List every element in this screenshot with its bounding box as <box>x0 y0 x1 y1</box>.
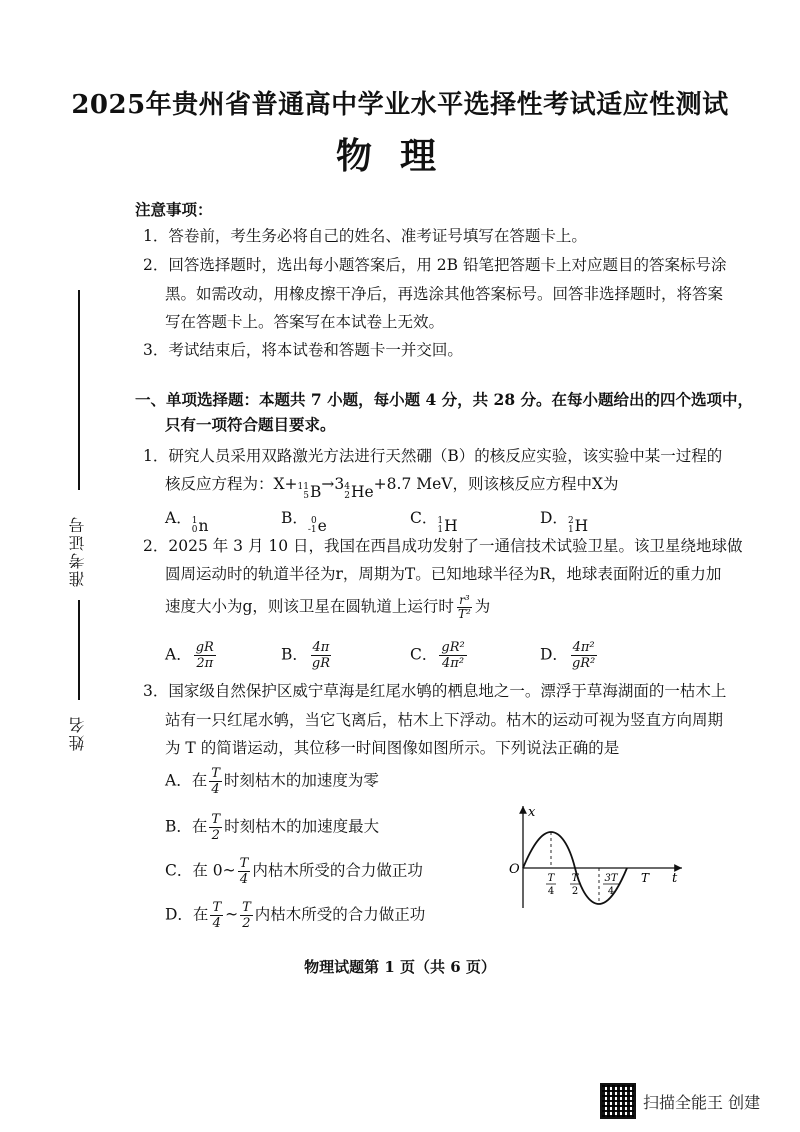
q1-arrow: →3 <box>321 475 345 493</box>
q2-option-a: A． $\frac{gR}{2\pi}$ <box>165 640 214 671</box>
notice-item-2: 2．回答选择题时，选出每小题答案后，用 2B 铅笔把答题卡上对应题目的答案标号涂 <box>143 256 727 274</box>
tick-quarter-num: T <box>547 873 555 884</box>
notice-item-2-cont: 黑。如需改动，用橡皮擦干净后，再选涂其他答案标号。回答非选择题时，将答案 <box>165 285 724 303</box>
q1-option-c: C． 1 1 H <box>410 509 458 535</box>
page-footer: 物理试题第 1 页（共 6 页） <box>304 958 496 976</box>
q2-option-b: B． $\frac{4\pi}{gR}$ <box>281 640 331 671</box>
exam-id-line <box>78 290 80 490</box>
tick-period: T <box>640 871 650 885</box>
notice-heading: 注意事项： <box>135 200 213 219</box>
q3-stem-line3: 为 T 的简谐运动，其位移一时间图像如图所示。下列说法正确的是 <box>165 739 620 757</box>
notice-item-1: 1．答卷前，考生务必将自己的姓名、准考证号填写在答题卡上。 <box>143 227 587 245</box>
q3-stem-line2: 站有一只红尾水鸲，当它飞离后，枯木上下浮动。枯木的运动可视为竖直方向周期 <box>165 711 724 729</box>
q1-option-d: D． 2 1 H <box>540 509 589 535</box>
q1-eq-prefix: 核反应方程为：X+ <box>165 475 298 493</box>
tick-three-quarter-num: 3T <box>604 873 618 884</box>
q3-option-d: D．在 $\frac{T}{4}$ ~ $\frac{T}{2}$ 内枯木所受的合力做正功 <box>165 900 426 931</box>
q1-helium-nuclide: 4 2 He <box>344 482 374 501</box>
tick-half-num: T <box>571 873 579 884</box>
subject-title: 物理 <box>335 135 464 177</box>
scanner-watermark: 扫描全能王 创建 <box>643 1093 761 1112</box>
q2-ratio: $\frac{\text{r³}}{\text{T²}}$ <box>457 593 471 621</box>
q1-option-a: A． 1 0 n <box>165 509 209 535</box>
q3-option-a: A．在 $\frac{T}{4}$ 时刻枯木的加速度为零 <box>165 766 379 797</box>
name-line <box>78 600 80 700</box>
q1-energy: +8.7 MeV <box>373 475 453 493</box>
name-label: 姓名 <box>68 715 87 751</box>
section-heading: 一、单项选择题：本题共 7 小题，每小题 4 分，共 28 分。在每小题给出的四个选项中， <box>135 390 754 409</box>
q1-equation-line <box>165 474 619 502</box>
q2-option-d: D． $\frac{\text{4π²}}{\text{gR²}}$ <box>540 640 596 671</box>
q1-eq-suffix: ，则该核反应方程中X为 <box>452 475 619 493</box>
section-heading-cont: 只有一项符合题目要求。 <box>165 415 336 434</box>
notice-item-2-cont2: 写在答题卡上。答案写在本试卷上无效。 <box>165 313 445 331</box>
x-axis-label: t <box>672 871 678 886</box>
exam-title: 2025年贵州省普通高中学业水平选择性考试适应性测试 <box>71 90 729 120</box>
notice-item-3: 3．考试结束后，将本试卷和答题卡一并交回。 <box>143 341 463 359</box>
q1-boron-nuclide: 11 5 B <box>297 482 322 501</box>
q1-stem-line1: 1．研究人员采用双路激光方法进行天然硼（B）的核反应实验，该实验中某一过程的 <box>143 447 723 465</box>
tick-quarter-den: 4 <box>547 886 555 897</box>
q3-displacement-graph <box>500 800 690 915</box>
tick-half-den: 2 <box>571 886 579 897</box>
q1-option-b: B． 0 -1 e <box>281 509 327 535</box>
q2-stem-line2: 圆周运动时的轨道半径为r，周期为T。已知地球半径为R，地球表面附近的重力加 <box>165 565 722 583</box>
tick-three-quarter-den: 4 <box>607 886 615 897</box>
q3-option-b: B．在 $\frac{T}{2}$ 时刻枯木的加速度最大 <box>165 812 380 843</box>
q2-option-c: C． $\frac{\text{gR²}}{\text{4π²}}$ <box>410 640 465 671</box>
exam-id-label: 准考证号 <box>68 515 87 587</box>
q3-stem-line1: 3．国家级自然保护区威宁草海是红尾水鸲的栖息地之一。漂浮于草海湖面的一枯木上 <box>143 682 727 700</box>
origin-label: O <box>509 862 520 877</box>
qr-code-icon <box>600 1083 636 1119</box>
q2-stem-line3: 速度大小为g，则该卫星在圆轨道上运行时 $\frac{\text{r³}}{\text{T²}}$ 为 <box>165 593 491 621</box>
y-axis-label: x <box>528 805 536 820</box>
q2-stem-line1: 2．2025 年 3 月 10 日，我国在西昌成功发射了一通信技术试验卫星。该卫星绕地球做 <box>143 537 743 555</box>
q3-option-c: C．在 0~ $\frac{T}{4}$ 内枯木所受的合力做正功 <box>165 856 423 887</box>
